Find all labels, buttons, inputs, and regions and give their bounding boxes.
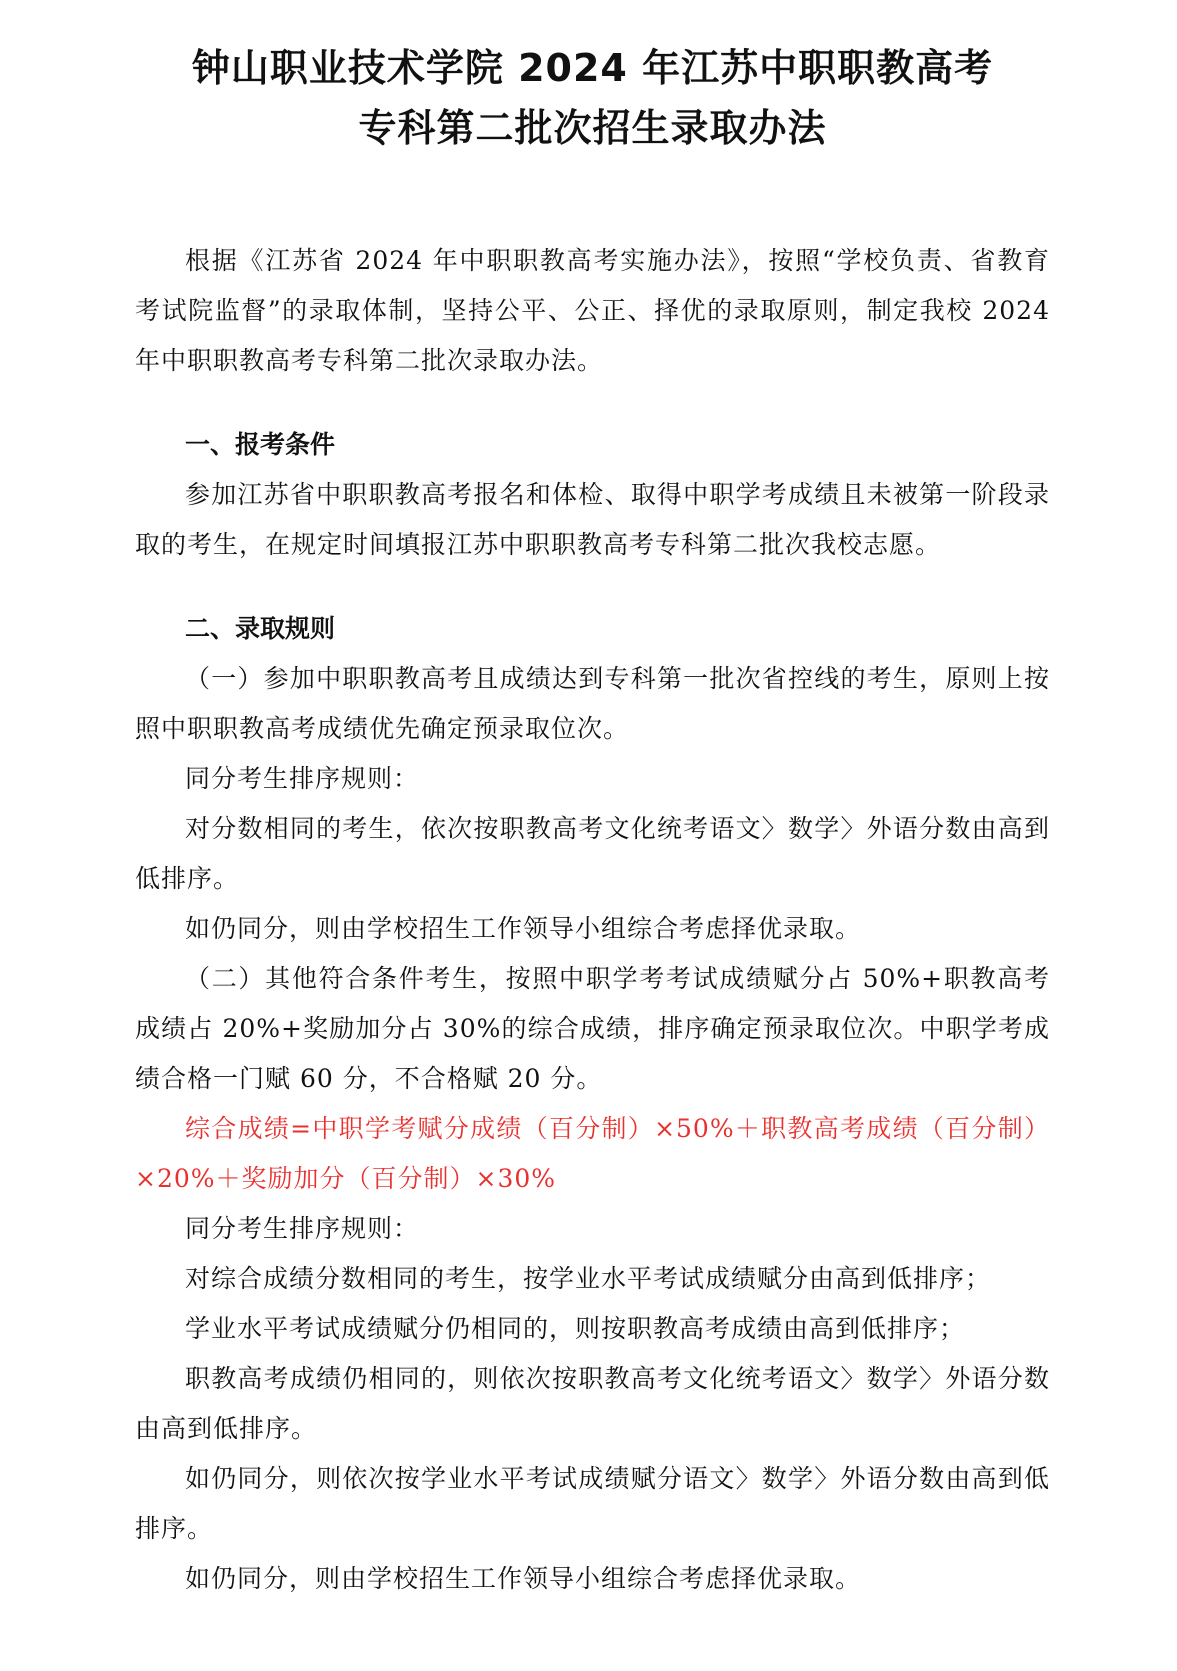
document-body: [135, 236, 1050, 1604]
tie-rule-heading-1: 同分考生排序规则：: [185, 764, 420, 793]
document-title: [135, 38, 1050, 158]
tie-rule-1: 对分数相同的考生，依次按职教高考文化统考语文〉数学〉外语分数由高到低排序。: [135, 814, 1050, 893]
tie-rule-7: 如仍同分，则由学校招生工作领导小组综合考虑择优录取。: [185, 1564, 862, 1593]
tie-rule-4: 学业水平考试成绩赋分仍相同的，则按职教高考成绩由高到低排序；: [185, 1314, 966, 1343]
intro-paragraph: 根据《江苏省 2024 年中职职教高考实施办法》，按照“学校负责、省教育考试院监督”的录取体制，坚持公平、公正、择优的录取原则，制定我校 2024 年中职职教高考专科第二批次录取办法。: [135, 246, 1050, 375]
section-2-heading: 二、录取规则: [185, 614, 336, 643]
tie-rule-6: 如仍同分，则依次按学业水平考试成绩赋分语文〉数学〉外语分数由高到低排序。: [135, 1464, 1050, 1543]
tie-rule-2: 如仍同分，则由学校招生工作领导小组综合考虑择优录取。: [185, 914, 862, 943]
tie-rule-3: 对综合成绩分数相同的考生，按学业水平考试成绩赋分由高到低排序；: [185, 1264, 992, 1293]
title-line-2: 专科第二批次招生录取办法: [358, 106, 827, 150]
rule-2-paragraph: （二）其他符合条件考生，按照中职学考考试成绩赋分占 50%+职教高考成绩占 20%+奖励加分占 30%的综合成绩，排序确定预录取位次。中职学考成绩合格一门赋 60 分，不合格赋 20 分。: [135, 964, 1050, 1093]
section-1-heading: 一、报考条件: [185, 430, 336, 459]
title-line-1: 钟山职业技术学院 2024 年江苏中职职教高考: [191, 46, 994, 90]
section-1-paragraph: 参加江苏省中职职教高考报名和体检、取得中职学考成绩且未被第一阶段录取的考生，在规定时间填报江苏中职职教高考专科第二批次我校志愿。: [135, 480, 1050, 559]
tie-rule-heading-2: 同分考生排序规则：: [185, 1214, 420, 1243]
tie-rule-5: 职教高考成绩仍相同的，则依次按职教高考文化统考语文〉数学〉外语分数由高到低排序。: [135, 1364, 1050, 1443]
score-formula: 综合成绩=中职学考赋分成绩（百分制）×50%＋职教高考成绩（百分制）×20%＋奖励加分（百分制）×30%: [135, 1114, 1050, 1193]
rule-1-paragraph: （一）参加中职职教高考且成绩达到专科第一批次省控线的考生，原则上按照中职职教高考成绩优先确定预录取位次。: [135, 664, 1050, 743]
